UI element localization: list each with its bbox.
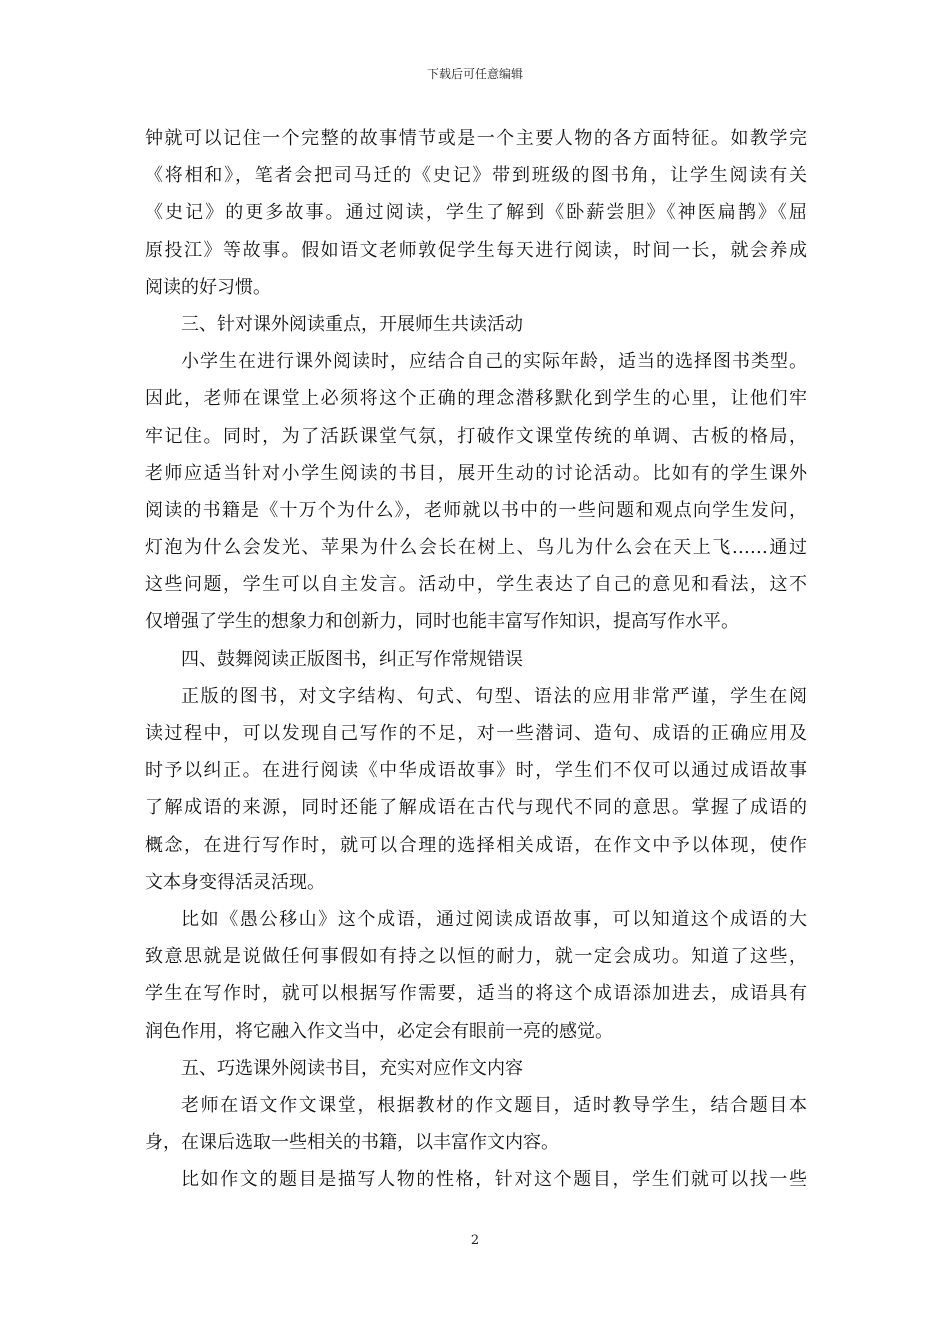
text-line: 老师应适当针对小学生阅读的书目，展开生动的讨论活动。比如有的学生课外 (145, 462, 807, 484)
text-line: 学生在写作时，就可以根据写作需要，适当的将这个成语添加进去，成语具有 (145, 983, 807, 1005)
text-line: 老师在语文作文课堂，根据教材的作文题目，适时教导学生，结合题目本 (181, 1094, 807, 1116)
text-line: 概念，在进行写作时，就可以合理的选择相关成语，在作文中予以体现，使作 (145, 834, 807, 856)
text-line: 这些问题，学生可以自主发言。活动中，学生表达了自己的意见和看法，这不 (145, 574, 807, 596)
text-line: 《史记》的更多故事。通过阅读，学生了解到《卧薪尝胆》《神医扁鹊》《屈 (145, 202, 807, 224)
text-line: 灯泡为什么会发光、苹果为什么会长在树上、鸟儿为什么会在天上飞……通过 (145, 537, 807, 559)
section-heading: 五、巧选课外阅读书目，充实对应作文内容 (181, 1057, 523, 1079)
text-line: 牢记住。同时，为了活跃课堂气氛，打破作文课堂传统的单调、古板的格局， (145, 425, 807, 447)
page-number: 2 (470, 1233, 480, 1248)
text-line: 小学生在进行课外阅读时，应结合自己的实际年龄，适当的选择图书类型。 (181, 351, 807, 373)
text-line: 了解成语的来源，同时还能了解成语在古代与现代不同的意思。掌握了成语的 (145, 797, 807, 819)
text-line: 《将相和》，笔者会把司马迁的《史记》带到班级的图书角，让学生阅读有关 (145, 165, 807, 187)
text-line: 润色作用，将它融入作文当中，必定会有眼前一亮的感觉。 (145, 1020, 613, 1042)
text-line: 正版的图书，对文字结构、句式、句型、语法的应用非常严谨，学生在阅 (181, 685, 807, 707)
text-line: 钟就可以记住一个完整的故事情节或是一个主要人物的各方面特征。如教学完 (145, 128, 807, 149)
text-line: 阅读的好习惯。 (145, 276, 271, 298)
text-line: 比如《愚公移山》这个成语，通过阅读成语故事，可以知道这个成语的大 (181, 908, 807, 930)
text-line: 时予以纠正。在进行阅读《中华成语故事》时，学生们不仅可以通过成语故事 (145, 760, 807, 782)
page-header: 下载后可任意编辑 (426, 67, 523, 81)
text-line: 身，在课后选取一些相关的书籍，以丰富作文内容。 (145, 1132, 559, 1154)
text-line: 比如作文的题目是描写人物的性格，针对这个题目，学生们就可以找一些 (181, 1169, 807, 1191)
document-body (145, 120, 807, 1198)
text-line: 致意思就是说做任何事假如有持之以恒的耐力，就一定会成功。知道了这些， (145, 946, 807, 968)
text-line: 读过程中，可以发现自己写作的不足，对一些潜词、造句、成语的正确应用及 (145, 723, 807, 744)
text-line: 阅读的书籍是《十万个为什么》，老师就以书中的一些问题和观点向学生发问， (145, 499, 807, 521)
section-heading: 四、鼓舞阅读正版图书，纠正写作常规错误 (181, 648, 523, 670)
text-line: 仅增强了学生的想象力和创新力，同时也能丰富写作知识，提高写作水平。 (145, 611, 739, 633)
section-heading: 三、针对课外阅读重点，开展师生共读活动 (181, 313, 523, 335)
text-line: 因此，老师在课堂上必须将这个正确的理念潜移默化到学生的心里，让他们牢 (145, 388, 807, 410)
text-line: 文本身变得活灵活现。 (145, 871, 325, 893)
text-line: 原投江》等故事。假如语文老师敦促学生每天进行阅读，时间一长，就会养成 (145, 239, 807, 261)
